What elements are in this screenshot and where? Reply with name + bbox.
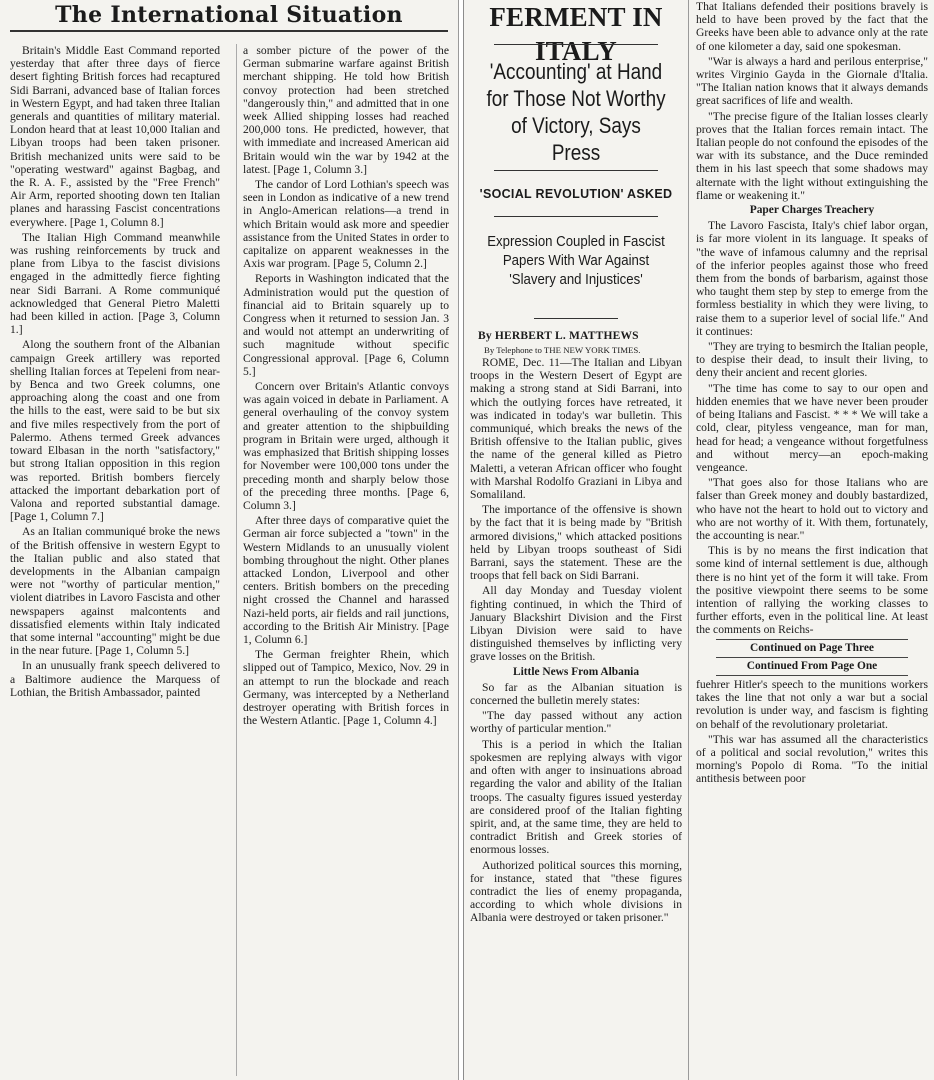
divider: [534, 318, 618, 319]
divider: [494, 44, 658, 45]
paragraph: ROME, Dec. 11—The Italian and Libyan troops in the Western Desert of Egypt are making a strong stand at Sidi Barrani, into which the outlying forces have retreated, it was indicated in today's war bulletin. This communiqué, which breaks the news of the British offensive to the Italian public, gives the name of the general killed as Pietro Maletti, a veteran African officer who fought with Marshal Rodolfo Graziani in Libya and Somaliland.: [470, 356, 682, 502]
paragraph: In an unusually frank speech delivered to a Baltimore audience the Marquess of Lothian, the British Ambassador, painted: [10, 659, 220, 699]
left-column-1: [10, 44, 220, 1076]
paragraph: "That goes also for those Italians who are falser than Greek money and doubly bastardized, who have not the heart to hold out to victory and who are not worthy of it. With them, fortunately, the accounting is near.": [696, 476, 928, 542]
paragraph: All day Monday and Tuesday violent fighting continued, in which the Third of January Blackshirt Division and the First Libyan Division were said to have distinguished themselves by inflicting very grave losses on the British.: [470, 584, 682, 664]
headline-summary: Expression Coupled in Fascist Papers With War Against 'Slavery and Injustices': [487, 233, 665, 288]
paragraph: The Lavoro Fascista, Italy's chief labor organ, is far more violent in its language. It speaks of "the wave of infamous calumny and the reprisal of the inferior peoples against those who freed them from the bonds of barbarism, against those who taught them step by step to emerge from the formless bestiality in which they were living, to raise them to a superior level of social life." And it continues:: [696, 219, 928, 338]
dateline-credit: By Telephone to THE NEW YORK TIMES.: [484, 345, 641, 355]
paragraph: After three days of comparative quiet the German air force subjected a "town" in the Western Midlands to an unusually violent bombing throughout the night. Other planes attacked London, Liverpool and other centers. British bombers on the preceding night crossed the Channel and harassed Nazi-held ports, air fields and rail junctions, according to the British Air Ministry. [Page 1, Column 6.]: [243, 514, 449, 646]
paragraph: Along the southern front of the Albanian campaign Greek artillery was reported shelling Italian forces at Tepeleni from near-by Benca and two Greek columns, one approaching along the coast and one from the hills to the east, were said to be but six and five miles respectively from the port of Palermo. Athens termed Greek advances toward Elbasan in the north "satisfactory," but strong Italian opposition in this region was reported. British bombers fiercely attacked the important debarkation port of Valona and reported substantial damage. [Page 1, Column 7.]: [10, 338, 220, 524]
divider: [716, 657, 908, 658]
continued-from-label: Continued From Page One: [746, 659, 878, 672]
paragraph: The Italian High Command meanwhile was rushing reinforcements by truck and plane from Libya to the fascist divisions engaged in the admittedly fierce fighting near Sidi Barrani. A Rome communiqué acknowledged that General Pietro Maletti had been killed in action. [Page 3, Column 1.]: [10, 230, 220, 337]
paragraph: "The day passed without any action worthy of particular mention.": [470, 709, 682, 736]
headline-column: [464, 0, 689, 1080]
paragraph: a somber picture of the power of the German submarine warfare against British merchant shipping. He told how British convoy protection had been stretched "dangerously thin," and admitted that in one week Allied shipping losses had reached 200,000 tons. He predicted, however, that with immediate and increased American aid Britain would win the war by 1942 at the latest. [Page 1, Column 3.]: [243, 44, 449, 176]
paragraph: This is by no means the first indication that some kind of internal settlement is due, although there is no hint yet of the form it will take. From the positive viewpoint there seems to be some intention of rallying the working classes to further efforts, even in the political line. At least the comments on Reichs-: [696, 544, 928, 637]
article-column-1: [470, 356, 682, 1078]
divider: [716, 639, 908, 640]
left-column-2: [236, 44, 449, 1076]
paragraph: "They are trying to besmirch the Italian people, to despise their dead, to insult their living, to deny their ancient and recent glories.: [696, 340, 928, 380]
paragraph: So far as the Albanian situation is concerned the bulletin merely states:: [470, 680, 682, 708]
right-clipping: [463, 0, 934, 1080]
continued-on-label: Continued on Page Three: [750, 641, 874, 654]
paragraph: "The time has come to say to our open and hidden enemies that we have never been prouder of being Italians and Fascist. * * * We will take a cold, clear, pityless vengeance, man for man, head for head; a vengeance without forgetfulness and without mercy—an epoch-making vengeance.: [696, 381, 928, 474]
divider: [716, 675, 908, 676]
paragraph: The importance of the offensive is shown by the fact that it is being made by "British armored divisions," which attacked positions held by Libyan troops southeast of Sidi Barrani, says the statement. These are the troops that fell back on Sidi Barrani.: [470, 503, 682, 583]
paragraph: "This war has assumed all the characteristics of a political and social revolution," writes this morning's Popolo di Roma. "To the initial antithesis between poor: [696, 732, 928, 786]
paragraph: "War is always a hard and perilous enterprise," writes Virginio Gayda in the Giornale d'Italia. "The Italian nation knows that it always demands great sacrifices of life and wealth.: [696, 54, 928, 108]
paragraph: fuehrer Hitler's speech to the munitions workers takes the line that not only a war but a social revolution is under way, and fascism is fighting on behalf of the revolutionary proletariat.: [696, 677, 928, 731]
headline-deck: 'Accounting' at Hand for Those Not Worthy of Victory, Says Press: [486, 59, 666, 165]
paragraph: As an Italian communiqué broke the news of the British offensive in western Egypt to the Italian public and also stated that developments in the Albanian campaign were not "worthy of particular mention," violent diatribes in Lavoro Fascista and other newspapers against malcontents and dissatisfied elements within Italy indicated that some internal "accounting" might be due in the near future. [Page 1, Column 5.]: [10, 525, 220, 658]
byline: By HERBERT L. MATTHEWS: [478, 330, 639, 342]
headline-subdeck: 'SOCIAL REVOLUTION' ASKED: [479, 187, 673, 201]
subhead: Paper Charges Treachery: [749, 204, 875, 217]
paragraph: That Italians defended their positions bravely is held to have been proved by the fact that the Greeks have been able to advance only at the rate of one kilometer a day, said one spokesman.: [696, 0, 928, 53]
subhead: Little News From Albania: [512, 665, 640, 678]
international-situation-title: The International Situation: [10, 0, 448, 32]
paragraph: The German freighter Rhein, which slipped out of Tampico, Mexico, Nov. 29 in an attempt to run the blockade and reach Germany, was intercepted by a Netherland destroyer operating with British forces in the Western Atlantic. [Page 1, Column 4.]: [243, 648, 449, 728]
paragraph: Concern over Britain's Atlantic convoys was again voiced in debate in Parliament. A general overhauling of the convoy system and greater attention to the shipbuilding program in Britain were urged, although it was emphasized that British shipping losses for November were 100,000 tons under the preceding month and sharply below those of the preceding three months. [Page 6, Column 3.]: [243, 380, 449, 512]
article-column-2: [696, 0, 928, 1078]
paragraph: Authorized political sources this morning, for instance, stated that "these figures contradict the lies of enemy propaganda, according to which whole divisions in Albania were destroyed or taken prisoner.": [470, 858, 682, 925]
divider: [494, 216, 658, 217]
paragraph: The candor of Lord Lothian's speech was seen in London as indicative of a new trend in Anglo-American relations—a trend in which Britain would ask more and speedier assistance from the United States in order to capitalize on apparent weaknesses in the Axis war program. [Page 5, Column 2.]: [243, 178, 449, 271]
left-clipping: [0, 0, 459, 1080]
divider: [494, 170, 658, 171]
headline-kicker: FERMENT IN ITALY: [489, 2, 663, 66]
paragraph: Britain's Middle East Command reported yesterday that after three days of fierce desert fighting British forces had recaptured Sidi Barrani, advanced base of Italian forces in Western Egypt, and had taken three Italian generals and quantities of military material. London heard that at least 10,000 Italian and Libyan troops had been taken prisoner. British mechanized units were said to be "operating westward" against Bagbag, and the R. A. F., assisted by the "Free French" Air Arm, reported shooting down ten Italian planes and harassing Fascist concentrations everywhere. [Page 1, Column 8.]: [10, 44, 220, 229]
paragraph: This is a period in which the Italian spokesmen are replying always with vigor and often with anger to insinuations abroad regarding the valor and ability of the Italian troops. The casualty figures issued yesterday are considered proof of the Italian fighting spirit, and, at the same time, they are held to contradict British and Greek stories of enormous losses.: [470, 737, 682, 857]
paragraph: Reports in Washington indicated that the Administration would put the question of financial aid to Britain squarely up to Congress when it returned to session Jan. 3 and would not attempt an underwriting of such magnitude without specific Congressional approval. [Page 6, Column 5.]: [243, 272, 449, 378]
paragraph: "The precise figure of the Italian losses clearly proves that the Italian forces remain intact. The Italian people do not confound the episodes of the war with its substance, and the Duce reminded them in his last speech that some shadows may alternate with the light without extinguishing the flame or weakening it.": [696, 109, 928, 202]
